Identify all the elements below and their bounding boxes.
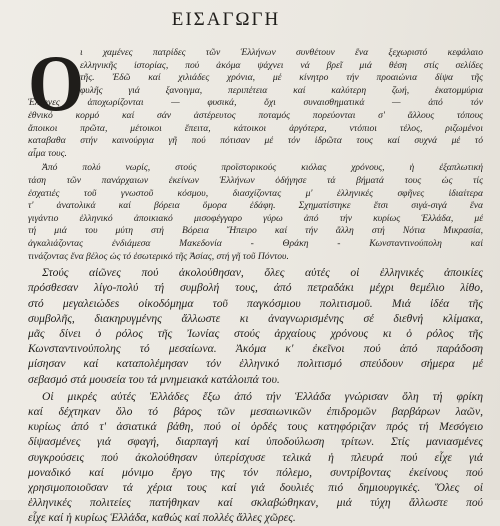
text-line: αἷμα τους. bbox=[28, 147, 67, 159]
text-line: καταβαθα στήν καινούργια γῆ πού πότισαν μέ τόν ἱδρῶτα τους καί συχνά μέ τό bbox=[28, 135, 483, 147]
text-line: σεβασμό στά μουσεία του τά μνημειακά κατάλοιπά του. bbox=[28, 372, 280, 386]
text-line: συγκρούσεις πού ἀκολούθησαν ὑπερίσχυσε τελικά ἡ πλευρά πού εἶχε γιά bbox=[28, 450, 483, 464]
text-line: ἐθνικό κορμό καί σάν ἀστέρευτος ποταμός πορεύονται σ' ἄλλους τόπους bbox=[28, 109, 483, 121]
text-line: τινάζοντας ἕνα βέλος ὡς τό ἐσωτερικό τῆς Ἀσίας, στή γῆ τοῦ Πόντου. bbox=[28, 250, 289, 262]
text-line: μοναδικό καί μόνιμο ἔργο της τόν πόλεμο, συντρίβοντας ἐκείνους πού bbox=[28, 465, 483, 479]
paragraph-3 bbox=[28, 265, 483, 387]
page-heading: ΕΙΣΑΓΩΓΗ bbox=[171, 9, 281, 30]
text-line: χρησιμοποιοῦσαν τά χέρια τους καί γιά δουλιές πιό δημιουργικές. Ὅλες οἱ bbox=[28, 480, 483, 494]
text-line: ἐσχατιές τοῦ γνωστοῦ κόσμου, διασχίζοντας μ' ἑλληνικές σφῆνες ἰδιαίτερα bbox=[28, 187, 483, 199]
text-line: δίψασμένες γιά σφαγή, διαρπαγή καί ὑποδούλωση τρίτων. Στίς μανιασμένες bbox=[28, 435, 483, 449]
text-line: ἀγκαλιάζοντας ἐνδιάμεσα Μακεδονία - Θράκη - Κωνσταντινούπολη καί bbox=[28, 237, 483, 249]
text-line: Στούς αἰῶνες πού ἀκολούθησαν, ὅλες αὐτές οἱ ἑλληνικές ἀποικίες bbox=[42, 266, 483, 280]
text-line: καί δέχτηκαν ὅλο τό βάρος τῶν μεσαιωνικῶν ἐπιδρομῶν βαρβάρων λαῶν, bbox=[28, 404, 483, 418]
text-line: κυρίως ἀπό τ' ἀσιατικά βάθη, πού οἱ ὁρδές τους κατηφόριζαν πρός τή Μεσόγειο bbox=[28, 420, 483, 434]
drop-cap: Ο bbox=[28, 40, 85, 128]
text-line: Ἑλληνες ἀποχωρίζονται — φυσικά, ὄχι συναισθηματικά — ἀπό τόν bbox=[28, 97, 483, 109]
text-line: εἶχε καί ἡ κυρίως Ἑλλάδα, καθώς καί πολλές ἄλλες χῶρες. bbox=[28, 511, 296, 525]
text-line: τή μιά του μύτη στή Βόρεια Ἤπειρο καί τήν ἄλλη στή Νότια Μικρασία, bbox=[28, 225, 483, 237]
text-line: πρόσθεσαν λίγο-πολύ τή συμβολή τους, ἀπό πετραδάκι μέχρι θεμέλιο λίθο, bbox=[28, 281, 483, 295]
text-line: ἄποικοι πρῶτα, μέτοικοι ἔπειτα, κάτοικοι ἀργότερα, ντόπιοι τέλος, ριζωμένοι bbox=[28, 122, 483, 134]
text-line: μίσησαν καί καταπολέμησαν τόν ἑλληνικό πολιτισμό σπεύδουν σήμερα μέ bbox=[28, 357, 483, 371]
body-text bbox=[28, 40, 483, 526]
text-line: τῆς. Ἐδῶ καί χιλιάδες χρόνια, μέ κίνητρο τήν προαιώνια δίψα τῆς bbox=[80, 72, 483, 84]
text-line: Οἱ μικρές αὐτές Ἑλλάδες ἔξω ἀπό τήν Ἑλλάδα γνώρισαν ὅλη τή φρίκη bbox=[42, 389, 483, 403]
text-line: ελληνικῆς ἱστορίας, πού ἀκόμα ψάχνει νά βρεῖ μιά θέση στίς σελίδες bbox=[80, 59, 483, 71]
text-line: τάση τῶν πανάρχαιων ἐκείνων Ἑλλήνων ὁδήγησε τά βήματά τους ὡς τίς bbox=[28, 174, 483, 186]
text-line: συμβολῆς, διακηρυγμένης ἄλλωστε κι ἀναγνωρισμένης σέ διεθνή κλίμακα, bbox=[28, 311, 483, 325]
text-line: ἑλληνικές πολιτείες πατήθηκαν καί σκλαβώθηκαν, μιά τύχη ἄλλωστε πού bbox=[28, 496, 483, 510]
text-line: Κωνσταντινούπολης τό μεσαίωνα. Ἀκόμα κ' ἐκεῖνοι πού ἀπό παράδοση bbox=[28, 342, 483, 356]
paragraph-2 bbox=[28, 162, 483, 263]
paragraph-1 bbox=[28, 40, 483, 160]
text-line: στό μεγαλειώδεs οἰκοδόμημα τοῦ παγκόσμιου πολιτισμοῦ. Μιά ἰδέα τῆς bbox=[28, 296, 483, 310]
text-line: Ἀπό πολύ νωρίς, στούς προϊστορικούς κιόλας χρόνους, ἡ ἐξαπλωτική bbox=[42, 162, 483, 174]
text-line: ι χαμένες πατρίδες τῶν Ἑλλήνων συνθέτουν ἕνα ξεχωριστό κεφάλαιο bbox=[80, 47, 483, 58]
paragraph-4 bbox=[28, 389, 483, 526]
text-line: τ' ἀνατολικά καί βόρεια ὅμορα ἐδάφη. Σχηματίστηκε ἔτσι σιγά-σιγά ἕνα bbox=[28, 200, 483, 212]
text-line: μᾶς δίνει ὁ ρόλος τῆς Ἰωνίας στούς ἀρχαίους χρόνους κι ὁ ρόλος τῆς bbox=[28, 326, 483, 340]
text-line: φυλῆς γιά ξανοιγμα, περιπέτεια καί καλύτερη ζωή, ἑκατομμύρια bbox=[80, 84, 483, 96]
text-line: γιγάντιο ἑλληνικό ἀποικιακό μισοφέγγαρο γύρω ἀπό τήν κυρίως Ἑλλάδα, μέ bbox=[28, 212, 483, 224]
